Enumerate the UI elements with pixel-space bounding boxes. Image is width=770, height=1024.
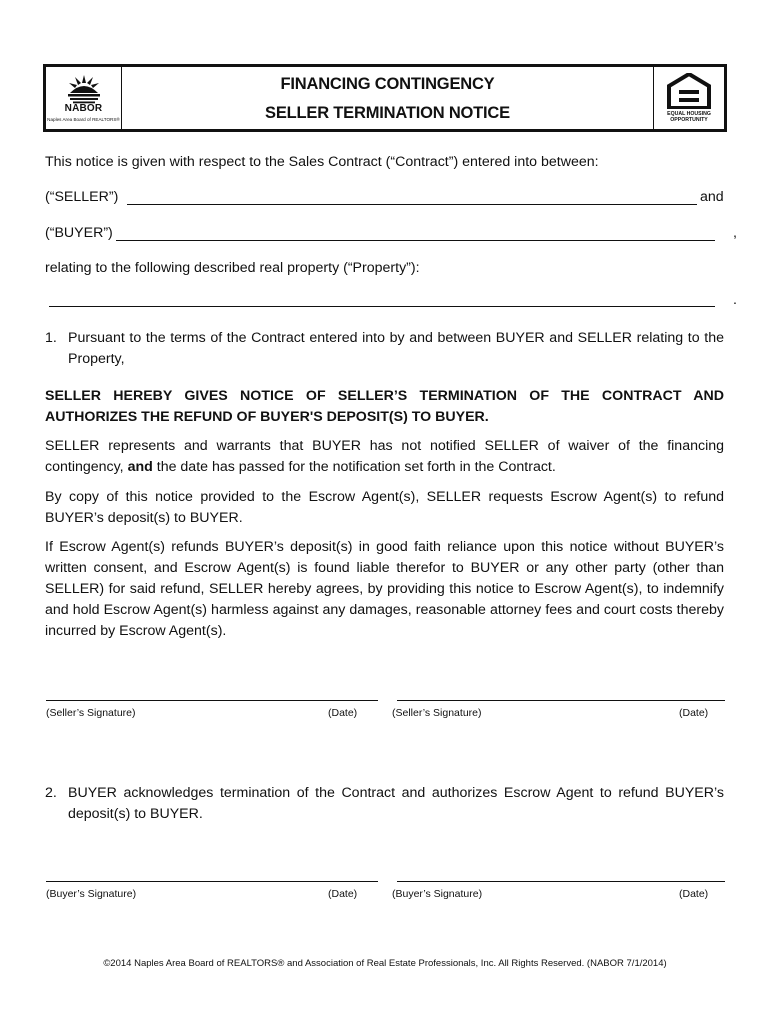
equal-housing-logo [653,67,724,129]
equal-housing-icon [666,73,712,109]
warranty-paragraph [45,436,724,478]
property-period: . [733,292,737,308]
buyer-name-field[interactable] [116,240,715,241]
document-header [43,64,727,132]
escrow-request-paragraph: By copy of this notice provided to the Escrow Agent(s), SELLER requests Escrow Agent(s) to refund BUYER’s deposit(s) to BUYER. [45,489,724,526]
warranty-text-b: the date has passed for the notification set forth in the Contract. [156,459,556,475]
nabor-logo [46,67,122,129]
buyer-date-label-1: (Date) [328,888,358,900]
equal-housing-text [654,111,724,123]
equal-housing-line1: EQUAL HOUSING [667,111,711,117]
buyer-signature-line-2[interactable] [397,881,725,882]
indemnity-paragraph: If Escrow Agent(s) refunds BUYER’s deposit(s) in good faith reliance upon this notice without BUYER’s written consent, and Escrow Agent(s) is found liable therefor to BUYER or any other party (other than SELLER) for said refund, SELLER hereby agrees, by providing this notice to Escrow Agent(s), to indemnify and hold Escrow Agent(s) harmless against any damages, reasonable attorney fees and court costs thereby incurred by Escrow Agent(s). [45,539,724,639]
equal-housing-line2: OPPORTUNITY [670,117,708,123]
copyright-footer: ©2014 Naples Area Board of REALTORS® and Association of Real Estate Professionals, Inc. All Rights Reserved. (NABOR 7/1/2014) [103,958,667,969]
section-2-text: BUYER acknowledges termination of the Contract and authorizes Escrow Agent to refund BUYER’s deposit(s) to BUYER. [68,785,724,822]
seller-name-field[interactable] [127,204,697,205]
buyer-comma: , [733,225,737,241]
seller-signature-line-2[interactable] [397,700,725,701]
warranty-text-a: SELLER represents and warrants that BUYER has not notified SELLER of waiver of the financing contingency, [45,438,724,475]
seller-signature-line-1[interactable] [46,700,378,701]
buyer-signature-label-1: (Buyer’s Signature) [46,888,137,900]
section-1-number: 1. [45,330,57,346]
page-title: FINANCING CONTINGENCY [280,75,495,93]
page-subtitle: SELLER TERMINATION NOTICE [265,104,510,122]
seller-signature-label-1: (Seller’s Signature) [46,707,136,719]
warranty-and: and [127,459,153,475]
section-2-number: 2. [45,785,57,801]
seller-date-label-2: (Date) [679,707,709,719]
property-description-field[interactable] [49,306,715,307]
termination-notice: SELLER HEREBY GIVES NOTICE OF SELLER’S TERMINATION OF THE CONTRACT AND AUTHORIZES THE REFUND OF BUYER'S DEPOSIT(S) TO BUYER. [45,388,724,425]
seller-label: (“SELLER”) [45,189,119,205]
buyer-date-label-2: (Date) [679,888,709,900]
section-1-text: Pursuant to the terms of the Contract entered into by and between BUYER and SELLER relating to the Property, [68,330,724,367]
buyer-label: (“BUYER”) [45,225,113,241]
nabor-subtitle: Naples Area Board of REALTORS® [47,117,120,122]
nabor-wordmark: NABOR [64,103,103,114]
nabor-sun-icon [64,73,104,105]
seller-signature-label-2: (Seller’s Signature) [392,707,482,719]
buyer-signature-line-1[interactable] [46,881,378,882]
intro-text: This notice is given with respect to the Sales Contract (“Contract”) entered into between: [45,154,599,170]
buyer-signature-label-2: (Buyer’s Signature) [392,888,483,900]
property-label: relating to the following described real property (“Property”): [45,260,420,276]
and-label: and [700,189,724,205]
seller-date-label-1: (Date) [328,707,358,719]
